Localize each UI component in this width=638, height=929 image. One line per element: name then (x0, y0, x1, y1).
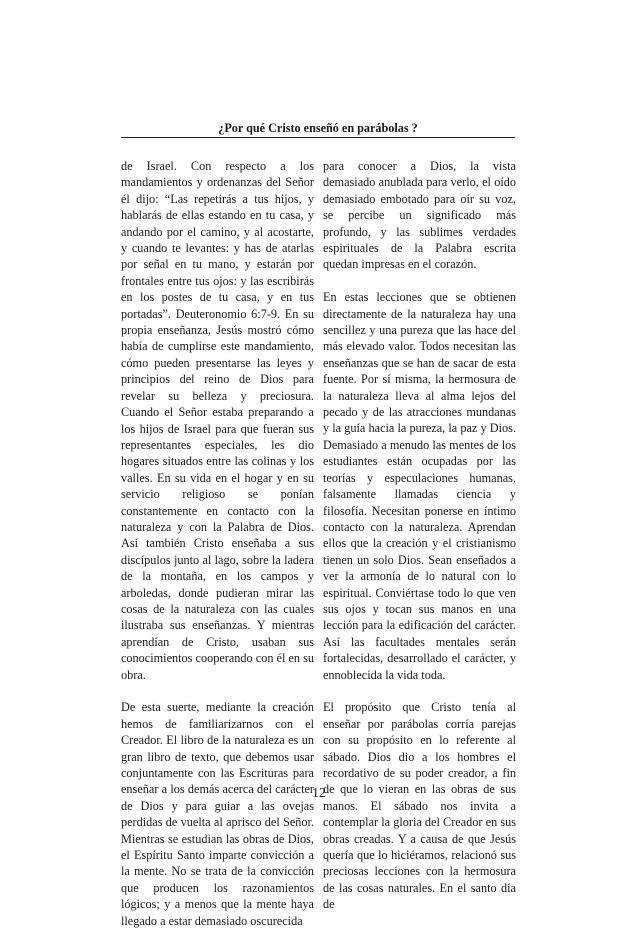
paragraph: En estas lecciones que se obtienen directamente de la naturaleza hay una sencillez y una pureza que las hace del más elevado valor. Todos necesitan las enseñanzas que se han de sacar de esta fuente. Por sí misma, la hermosura de la naturaleza lleva al alma lejos del pecado y de las atracciones mundanas y la guía hacia la pureza, la paz y Dios. Demasiado a menudo las mentes de los estudiantes están ocupadas por las teorías y especulaciones humanas, falsamente llamadas ciencia y filosofía. Necesitan ponerse en íntimo contacto con la naturaleza. Aprendan ellos que la creación y el cristianismo tienen un solo Dios. Sean enseñados a ver la armonía de lo natural con lo espiritual. Conviértase todo lo que ven sus ojos y tocan sus manos en una lección para la edificación del carácter. Así las facultades mentales serán fortalecidas, desarrollado el carácter, y ennoblecida la vida toda. (323, 290, 516, 682)
page-title: ¿Por qué Cristo enseñó en parábolas ? (218, 121, 418, 135)
paragraph: De esta suerte, mediante la creación hemos de familiarizarnos con el Creador. El libro de la naturaleza es un gran libro de texto, que debemos usar conjuntamente con las Escrituras para enseñar a los demás acerca del carácter de Dios y para guiar a las ovejas perdidas de vuelta al aprisco del Señor. Mientras se estudian las obras de Dios, el Espíritu Santo imparte convicción a la mente. No se trata de la convicción que producen los razonamientos lógicos; y a menos que la mente haya llegado a estar demasiado oscurecida (121, 700, 314, 928)
paragraph: de Israel. Con respecto a los mandamientos y ordenanzas del Señor él dijo: “Las repetirás a tus hijos, y hablarás de ellas estando en tu casa, y andando por el camino, y al acostarte, y cuando te levantes: y has de atarlas por señal en tu mano, y estarán por frontales entre tus ojos: y las escribirás en los postes de tu casa, y en tus portadas”. Deuteronomio 6:7-9. En su propia enseñanza, Jesús mostró cómo había de cumplirse este mandamiento, cómo pueden presentarse las leyes y principios del reino de Dios para revelar su belleza y preciosura. Cuando el Señor estaba preparando a los hijos de Israel para que fueran sus representantes especiales, les dio hogares situados entre las colinas y los valles. En su vida en el hogar y en su servicio religioso se ponían constantemente en contacto con la naturaleza y con la Palabra de Dios. Así también Cristo enseñaba a sus discípulos junto al lago, sobre la ladera de la montaña, en los campos y arboledas, donde pudieran mirar las cosas de la naturaleza con las cuales ilustraba sus enseñanzas. Y mientras aprendían de Cristo, usaban sus conocimientos cooperando con él en su obra. (121, 159, 314, 682)
paragraph: El propósito que Cristo tenía al enseñar por parábolas corría parejas con su propósito en lo referente al sábado. Dios dio a los hombres el recordativo de su poder creador, a fin de que lo vieran en las obras de sus manos. El sábado nos invita a contemplar la gloria del Creador en sus obras creadas. Y a causa de que Jesús quería que lo hiciéramos, relacionó sus preciosas lecciones con la hermosura de las cosas naturales. En el santo día de (323, 700, 516, 912)
paragraph: para conocer a Dios, la vista demasiado anublada para verlo, el oído demasiado embotado para oír su voz, se percibe un significado más profundo, y las sublimes verdades espirituales de la Palabra escrita quedan impresas en el corazón. (323, 159, 516, 272)
page-header (121, 120, 515, 138)
page-number: 12 (312, 786, 326, 801)
left-column (121, 158, 314, 929)
